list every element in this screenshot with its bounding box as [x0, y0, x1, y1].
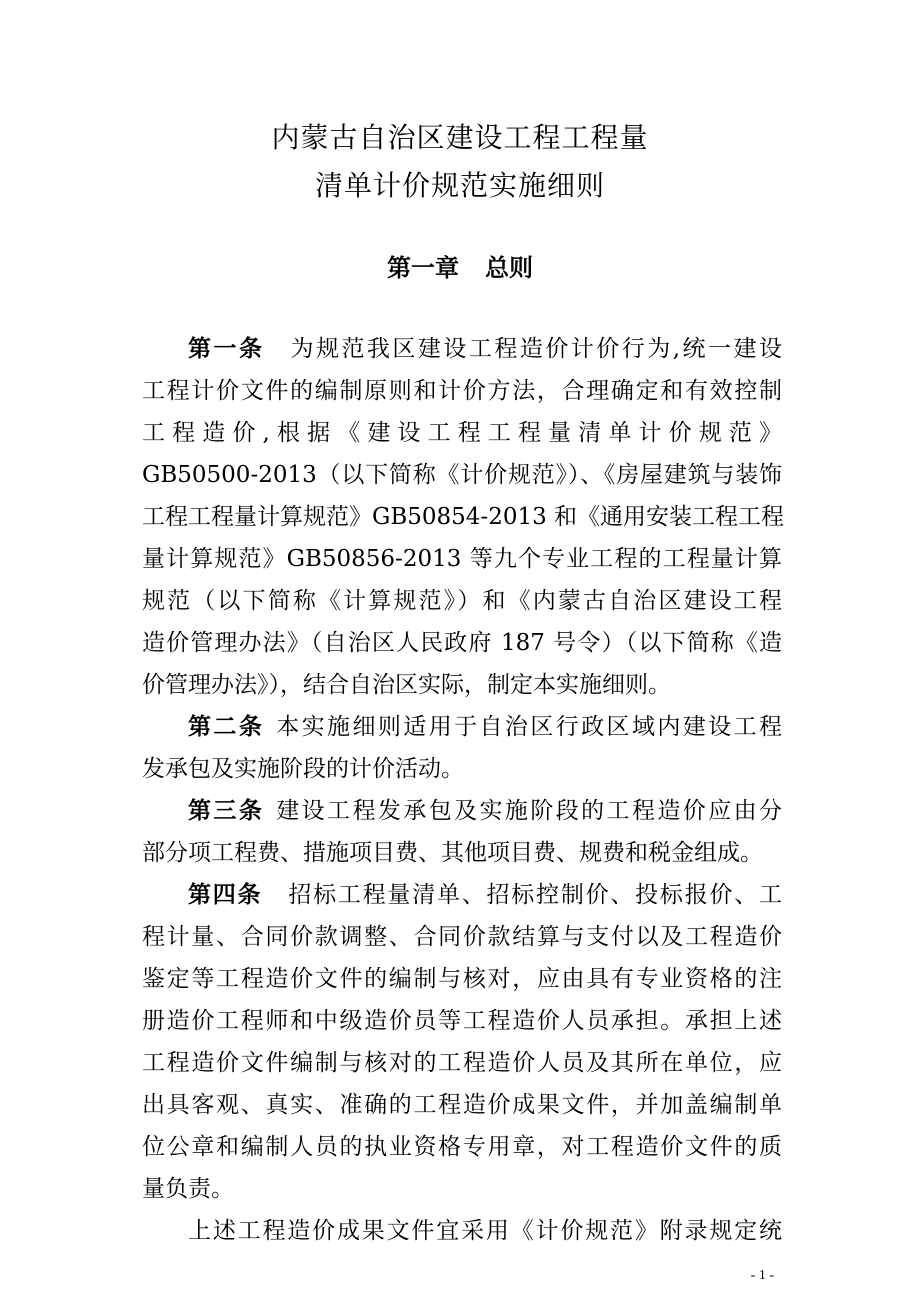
article-1-line-3: 工程造价,根据《建设工程工程量清单计价规范》 — [142, 420, 782, 446]
article-2-label: 第二条 — [188, 714, 265, 740]
article-1-line-9: 价管理办法》），结合自治区实际，制定本实施细则。 — [142, 672, 671, 698]
article-4-line-5: 工程造价文件编制与核对的工程造价人员及其所在单位，应 — [142, 1050, 782, 1076]
article-4-line-7: 位公章和编制人员的执业资格专用章，对工程造价文件的质 — [142, 1134, 782, 1160]
chapter-name: 总则 — [485, 254, 533, 282]
article-4-label: 第四条 — [188, 882, 263, 908]
document-title-line-1: 内蒙古自治区建设工程工程量 — [271, 121, 649, 154]
article-4-line-4: 册造价工程师和中级造价员等工程造价人员承担。承担上述 — [142, 1008, 782, 1034]
article-1-line-4: GB50500-2013（以下简称《计价规范》）、《房屋建筑与装饰 — [142, 462, 782, 488]
article-2-line-1 — [188, 712, 782, 742]
article-2-line-2: 发承包及实施阶段的计价活动。 — [142, 756, 464, 782]
article-1-text: 为规范我区建设工程造价计价行为,统一建设 — [290, 336, 783, 362]
article-4-line-1 — [188, 880, 782, 910]
article-3-label: 第三条 — [188, 798, 265, 824]
article-4-line-6: 出具客观、真实、准确的工程造价成果文件，并加盖编制单 — [142, 1092, 782, 1118]
paragraph-continuation: 上述工程造价成果文件宜采用《计价规范》附录规定统 — [188, 1218, 782, 1244]
article-4-line-3: 鉴定等工程造价文件的编制与核对，应由具有专业资格的注 — [142, 966, 782, 992]
page-number: - 1 - — [750, 1268, 774, 1283]
article-4-line-2: 程计量、合同价款调整、合同价款结算与支付以及工程造价 — [142, 924, 782, 950]
article-1-line-6: 量计算规范》GB50856-2013 等九个专业工程的工程量计算 — [142, 546, 782, 572]
article-2-text: 本实施细则适用于自治区行政区域内建设工程 — [276, 714, 783, 740]
chapter-heading — [0, 252, 920, 284]
article-1-line-2: 工程计价文件的编制原则和计价方法，合理确定和有效控制 — [142, 378, 782, 404]
article-4-line-8: 量负责。 — [142, 1176, 234, 1202]
chapter-label: 第一章 — [387, 254, 459, 282]
article-3-text: 建设工程发承包及实施阶段的工程造价应由分 — [276, 798, 783, 824]
article-4-text: 招标工程量清单、招标控制价、投标报价、工 — [288, 882, 783, 908]
article-1-line-5: 工程工程量计算规范》GB50854-2013 和《通用安装工程工程 — [142, 504, 785, 530]
article-1-line-7: 规范（以下简称《计算规范》）和《内蒙古自治区建设工程 — [142, 588, 782, 614]
article-1-line-1 — [188, 334, 782, 364]
article-1-line-8: 造价管理办法》（自治区人民政府 187 号令）（以下简称《造 — [142, 630, 782, 656]
article-3-line-1 — [188, 796, 782, 826]
article-3-line-2: 部分项工程费、措施项目费、其他项目费、规费和税金组成。 — [142, 840, 763, 866]
document-title-line-2: 清单计价规范实施细则 — [314, 169, 605, 202]
article-1-label: 第一条 — [188, 336, 265, 362]
